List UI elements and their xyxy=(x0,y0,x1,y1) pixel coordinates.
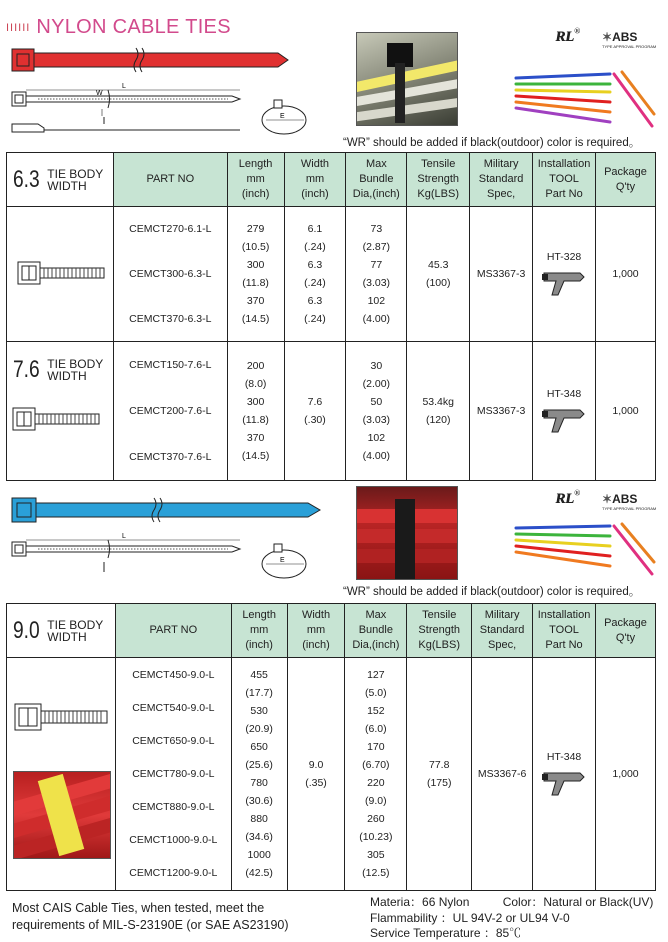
tensile-cell-9-0: 77.8 (175) xyxy=(407,658,472,891)
header-width: Width mm (inch) xyxy=(284,153,346,207)
cable-tie-diagram-red xyxy=(8,42,343,142)
abs-logo: ✶ABS TYPE APPROVAL PROGRAM xyxy=(602,492,657,511)
cable-tie-icon xyxy=(7,404,103,434)
bundle-cell-6-3: 73 (2.87) 77 (3.03) 102 (4.00) xyxy=(346,207,407,342)
part-no: CEMCT150-7.6-L xyxy=(129,359,212,371)
package-cell-9-0: 1,000 xyxy=(596,658,656,891)
tool-cell-9-0: HT-348 xyxy=(533,658,596,891)
part-no: CEMCT200-7.6-L xyxy=(129,405,212,417)
cable-tie-icon xyxy=(11,698,111,738)
width-label-6-3: 6.3 TIE BODY WIDTH xyxy=(7,153,114,207)
colored-ties-image xyxy=(510,68,656,132)
header-bundle: Max Bundle Dia,(inch) xyxy=(345,604,407,658)
width-cell-9-0: 9.0 (.35) xyxy=(287,658,345,891)
width-label-7-6: 7.6 TIE BODY WIDTH xyxy=(7,342,114,481)
spec-table-1 xyxy=(6,152,656,481)
length-cell-6-3: 279 (10.5) 300 (11.8) 370 (14.5) xyxy=(227,207,284,342)
header-tensile: Tensile Strength Kg(LBS) xyxy=(407,604,472,658)
width-cell-6-3: 6.1 (.24) 6.3 (.24) 6.3 (.24) xyxy=(284,207,346,342)
header-installation: Installation TOOL Part No xyxy=(533,153,596,207)
svg-text:L: L xyxy=(122,83,126,90)
header-tensile: Tensile Strength Kg(LBS) xyxy=(407,153,470,207)
installation-tool-icon xyxy=(540,767,588,797)
part-no: CEMCT370-7.6-L xyxy=(129,451,212,463)
part-no: CEMCT300-6.3-L xyxy=(129,267,212,280)
bundle-cell-9-0: 127 (5.0) 152 (6.0) 170 (6.70) 220 (9.0) 260 (10.23) 305 (12.5) xyxy=(345,658,407,891)
header-package: Package Q'ty xyxy=(596,604,656,658)
wr-note-1: “WR” should be added if black(outdoor) color is required。 xyxy=(343,137,641,149)
width-cell-7-6: 7.6 (.30) xyxy=(284,342,346,481)
package-cell-7-6: 1,000 xyxy=(596,342,656,481)
cable-tie-diagram-blue xyxy=(8,492,343,584)
header-package: Package Q'ty xyxy=(596,153,656,207)
military-cell-7-6: MS3367-3 xyxy=(470,342,533,481)
footer-compliance-note: Most CAIS Cable Ties, when tested, meet the requirements of MIL-S-23190E (or SAE AS23190) xyxy=(12,901,289,932)
ul-logo: ʀʟ® xyxy=(556,486,581,508)
svg-text:E: E xyxy=(280,557,285,564)
colored-ties-image xyxy=(510,520,656,580)
title-bars: IIIIII xyxy=(6,21,31,34)
tie-strap-red xyxy=(34,53,288,67)
header-length: Length mm (inch) xyxy=(227,153,284,207)
tie-icon-cell-6-3 xyxy=(7,207,114,342)
header-part-no: PART NO xyxy=(113,153,227,207)
package-cell-6-3: 1,000 xyxy=(596,207,656,342)
length-cell-9-0: 455 (17.7) 530 (20.9) 650 (25.6) 780 (30.6) 880 (34.6) 1000 (42.5) xyxy=(231,658,287,891)
header-length: Length mm (inch) xyxy=(231,604,287,658)
tie-strap-blue xyxy=(36,503,320,517)
part-no: CEMCT370-6.3-L xyxy=(129,312,212,325)
title-text: NYLON CABLE TIES xyxy=(36,16,231,38)
ul-logo: ʀʟ® xyxy=(556,24,581,46)
svg-text:W: W xyxy=(96,90,103,97)
tie-image-cell-9-0 xyxy=(7,658,116,891)
spec-table-2 xyxy=(6,603,656,891)
svg-text:E: E xyxy=(280,113,285,120)
product-photo-red-cables xyxy=(356,486,458,580)
abs-logo: ✶ABS TYPE APPROVAL PROGRAM xyxy=(602,30,657,49)
header-military: Military Standard Spec, xyxy=(470,153,533,207)
part-no-cell-9-0 xyxy=(115,658,231,891)
part-no: CEMCT540-9.0-L xyxy=(132,701,215,714)
length-cell-7-6: 200 (8.0) 300 (11.8) 370 (14.5) xyxy=(227,342,284,481)
military-cell-6-3: MS3367-3 xyxy=(470,207,533,342)
tie-head-red xyxy=(12,49,34,71)
military-cell-9-0: MS3367-6 xyxy=(472,658,533,891)
page-title xyxy=(6,16,231,39)
wr-note-2: “WR” should be added if black(outdoor) color is required。 xyxy=(343,586,641,598)
part-no-cell-6-3 xyxy=(113,207,227,342)
product-photo-yellow-tie xyxy=(13,771,111,859)
bundle-cell-7-6: 30 (2.00) 50 (3.03) 102 (4.00) xyxy=(346,342,407,481)
header-part-no: PART NO xyxy=(115,604,231,658)
tensile-cell-7-6: 53.4kg (120) xyxy=(407,342,470,481)
part-no: CEMCT1000-9.0-L xyxy=(129,834,218,847)
part-no: CEMCT1200-9.0-L xyxy=(129,867,218,880)
footer-material-specs: Materia：66 Nylon Color：Natural or Black(UV) Flammability ：UL 94V-2 or UL94 V-0 Service Temperature ：85℃ xyxy=(370,895,654,940)
part-no: CEMCT780-9.0-L xyxy=(132,767,215,780)
tool-cell-6-3: HT-328 xyxy=(533,207,596,342)
header-military: Military Standard Spec, xyxy=(472,604,533,658)
part-no: CEMCT450-9.0-L xyxy=(132,668,215,681)
installation-tool-icon xyxy=(540,404,588,434)
header-width: Width mm (inch) xyxy=(287,604,345,658)
cable-tie-icon xyxy=(12,258,108,288)
installation-tool-icon xyxy=(540,267,588,297)
width-label-9-0: 9.0 TIE BODY WIDTH xyxy=(7,604,116,658)
part-no-cell-7-6 xyxy=(113,342,227,481)
header-bundle: Max Bundle Dia,(inch) xyxy=(346,153,407,207)
part-no: CEMCT880-9.0-L xyxy=(132,801,215,814)
header-installation: Installation TOOL Part No xyxy=(533,604,596,658)
tool-cell-7-6: HT-348 xyxy=(533,342,596,481)
tensile-cell-6-3: 45.3 (100) xyxy=(407,207,470,342)
part-no: CEMCT270-6.1-L xyxy=(129,223,212,236)
part-no: CEMCT650-9.0-L xyxy=(132,734,215,747)
tie-head-blue xyxy=(12,498,36,522)
svg-text:L: L xyxy=(122,533,126,540)
product-photo-cable-bundle xyxy=(356,32,458,126)
